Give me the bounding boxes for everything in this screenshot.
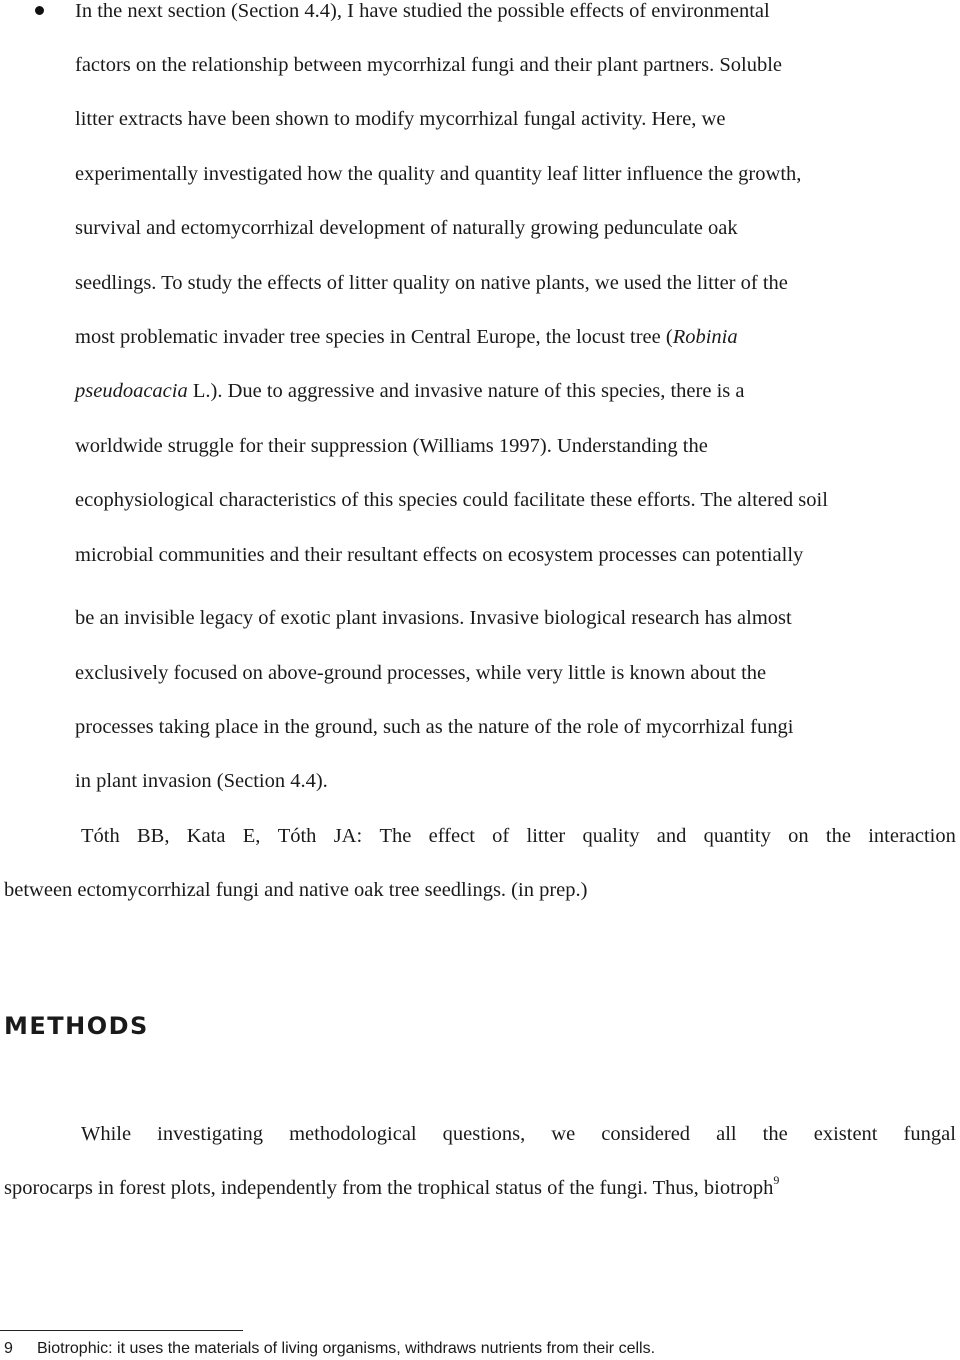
word: on bbox=[788, 825, 809, 847]
word: existent bbox=[813, 1123, 878, 1145]
footnote-divider bbox=[0, 1330, 243, 1331]
word: While bbox=[81, 1123, 132, 1145]
word: Tóth bbox=[81, 825, 120, 847]
species-name-italic: pseudoacacia bbox=[75, 380, 188, 402]
text-line: exclusively focused on above-ground processes, while very little is known about the bbox=[75, 662, 767, 684]
text-line: microbial communities and their resultant effects on ecosystem processes can potentially bbox=[75, 544, 804, 566]
word: E, bbox=[242, 825, 261, 847]
word: The bbox=[379, 825, 412, 847]
text-line: worldwide struggle for their suppression (Williams 1997). Understanding the bbox=[75, 435, 708, 457]
text-line: seedlings. To study the effects of litter quality on native plants, we used the litter of the bbox=[75, 272, 788, 294]
footnote-reference[interactable]: 9 bbox=[773, 1173, 780, 1187]
word: interaction bbox=[868, 825, 956, 847]
word: effect bbox=[428, 825, 475, 847]
word: considered bbox=[601, 1123, 691, 1145]
word: the bbox=[825, 825, 851, 847]
text-line bbox=[75, 381, 744, 402]
word: litter bbox=[526, 825, 566, 847]
methods-line-justified bbox=[81, 1124, 956, 1145]
word: Kata bbox=[186, 825, 226, 847]
footnote-number: 9 bbox=[4, 1340, 13, 1357]
text-span: L.). Due to aggressive and invasive nature of this species, there is a bbox=[192, 380, 745, 402]
word: Tóth bbox=[277, 825, 317, 847]
text-span: sporocarps in forest plots, independently from the trophical status of the fungi. Thus, biotroph bbox=[4, 1177, 774, 1199]
word: of bbox=[492, 825, 510, 847]
word: BB, bbox=[137, 825, 170, 847]
section-heading-methods: METHODS bbox=[4, 1012, 149, 1040]
word: investigating bbox=[157, 1123, 264, 1145]
text-line: litter extracts have been shown to modify mycorrhizal fungal activity. Here, we bbox=[75, 108, 726, 130]
text-line bbox=[75, 327, 738, 348]
text-line: In the next section (Section 4.4), I have studied the possible effects of environmental bbox=[75, 0, 770, 22]
word: the bbox=[762, 1123, 788, 1145]
word: all bbox=[716, 1123, 737, 1145]
word: fungal bbox=[903, 1123, 956, 1145]
word: questions, bbox=[442, 1123, 526, 1145]
text-line: in plant invasion (Section 4.4). bbox=[75, 770, 328, 792]
text-line: ecophysiological characteristics of this species could facilitate these efforts. The altered soil bbox=[75, 489, 828, 511]
citation-line: between ectomycorrhizal fungi and native oak tree seedlings. (in prep.) bbox=[4, 879, 588, 901]
word: JA: bbox=[333, 825, 363, 847]
text-line: survival and ectomycorrhizal development of naturally growing pedunculate oak bbox=[75, 217, 738, 239]
word: quantity bbox=[703, 825, 771, 847]
text-line: processes taking place in the ground, such as the nature of the role of mycorrhizal fungi bbox=[75, 716, 794, 738]
text-span: most problematic invader tree species in Central Europe, the locust tree ( bbox=[75, 326, 673, 348]
methods-line bbox=[4, 1173, 780, 1199]
word: and bbox=[656, 825, 687, 847]
word: methodological bbox=[289, 1123, 417, 1145]
word: quality bbox=[582, 825, 640, 847]
citation-line-justified bbox=[81, 826, 956, 847]
footnote-text: Biotrophic: it uses the materials of living organisms, withdraws nutrients from their cells. bbox=[37, 1340, 656, 1357]
species-name-italic: Robinia bbox=[672, 326, 738, 348]
word: we bbox=[551, 1123, 576, 1145]
bullet-point bbox=[35, 6, 44, 15]
text-line: experimentally investigated how the quality and quantity leaf litter influence the growth, bbox=[75, 163, 802, 185]
text-line: factors on the relationship between mycorrhizal fungi and their plant partners. Soluble bbox=[75, 54, 783, 76]
text-line: be an invisible legacy of exotic plant invasions. Invasive biological research has almost bbox=[75, 607, 792, 629]
